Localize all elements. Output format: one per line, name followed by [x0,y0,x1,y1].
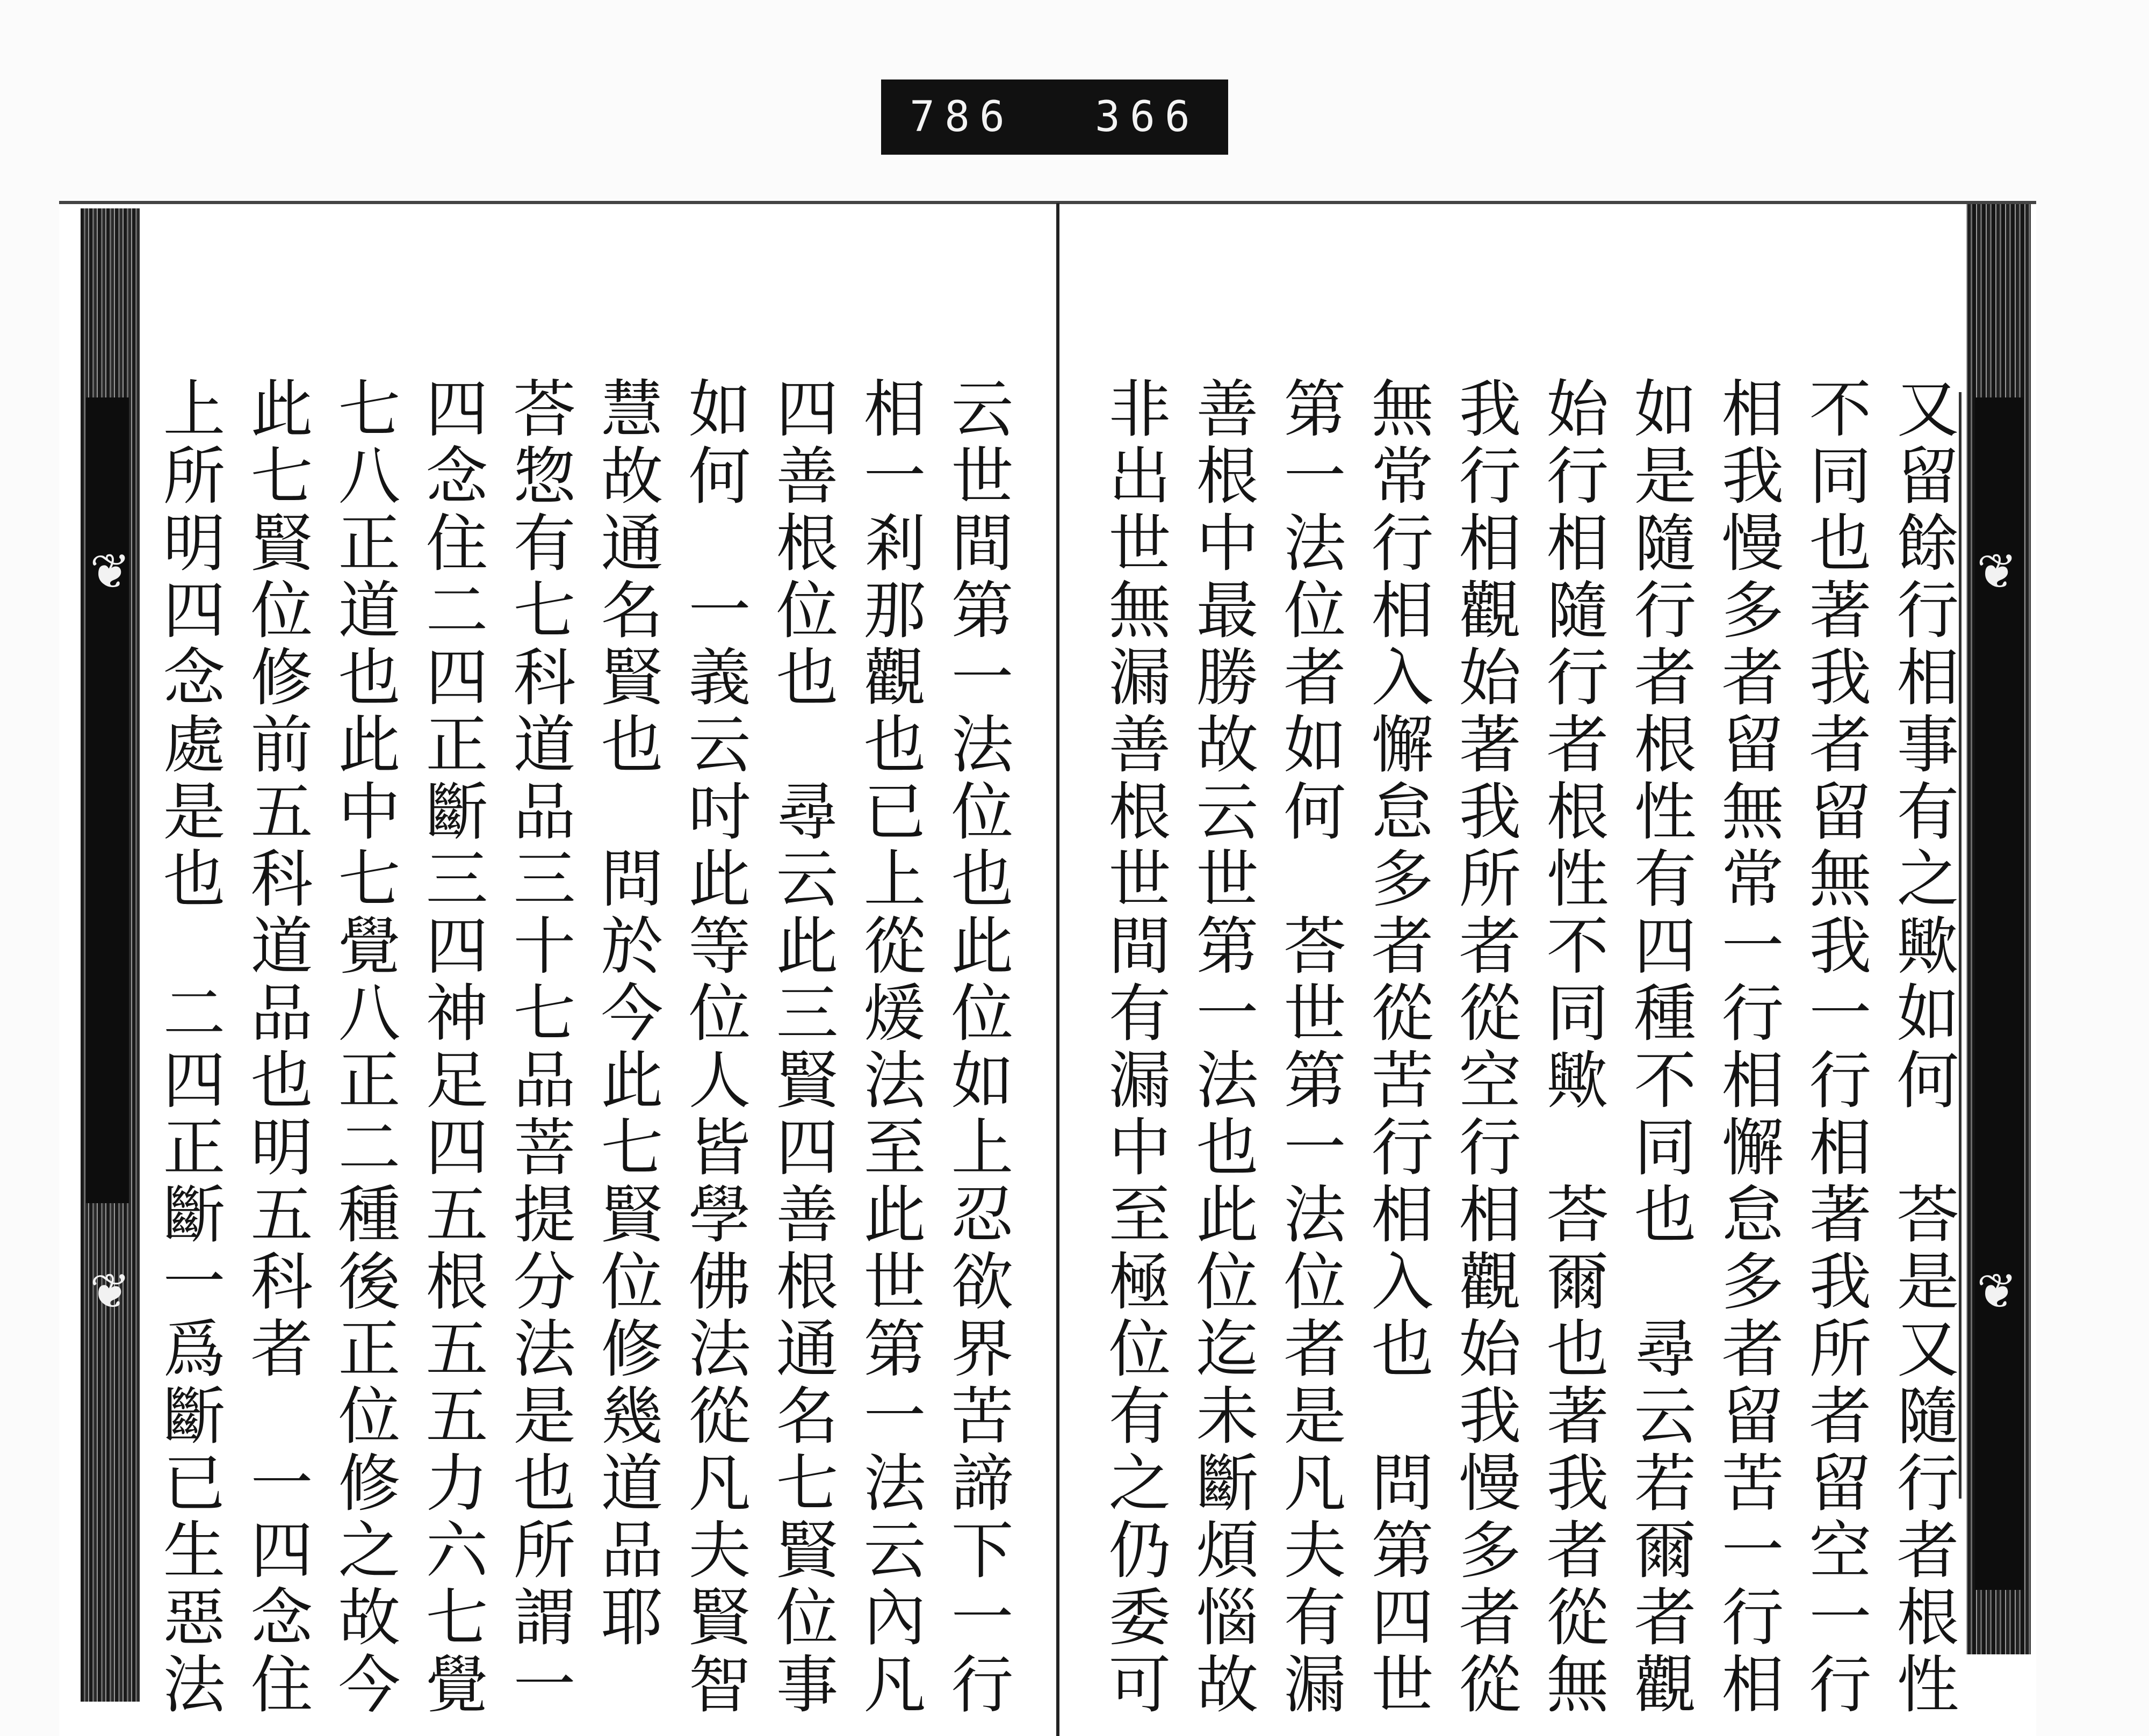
center-gutter [1056,203,1059,1736]
left-page-column-8: 七八正道也此中七覺八正二種後正位修之故今 [328,376,400,1719]
right-page-column-5: 始行相隨行者根性不同歟 荅爾也著我者從無 [1536,376,1609,1719]
left-fore-edge-block [86,397,129,1203]
right-page-column-3: 相我慢多者留無常一行相懈怠多者留苦一行相 [1711,376,1784,1719]
page-top-edge [59,201,2036,204]
catalog-number-left: 786 [910,93,1014,141]
right-page-column-4: 如是隨行者根性有四種不同也 尋云若爾者觀 [1624,376,1696,1719]
right-page-column-9: 善根中最勝故云世第一法也此位迄未斷煩惱故 [1186,376,1258,1719]
right-page-column-1: 又留餘行相事有之歟如何 荅是又隨行者根性 [1886,376,1959,1719]
right-page-column-10: 非出世無漏善根世間有漏中至極位有之仍委可 [1098,376,1171,1719]
left-page-column-9: 此七賢位修前五科道品也明五科者 一四念住 [240,376,313,1719]
left-page-column-7: 四念住二四正斷三四神足四五根五五力六七覺 [415,376,488,1719]
left-edge-ornament-top: ❦ [90,544,131,600]
left-page-column-2: 相一剎那觀也已上從煖法至此世第一法云內凡 [853,376,926,1719]
right-page-column-7: 無常行相入懈怠多者從苦行相入也 問第四世 [1361,376,1433,1719]
left-page-column-4: 如何 一義云吋此等位人皆學佛法從凡夫賢智 [678,376,751,1719]
left-edge-ornament-bottom: ❦ [90,1263,131,1320]
left-page-column-10: 上所明四念處是也 二四正斷一爲斷已生惡法 [153,376,225,1719]
right-text-frame-rule [1959,392,1961,1499]
right-page-column-6: 我行相觀始著我所者從空行相觀始我慢多者從 [1448,376,1521,1719]
right-page-column-2: 不同也著我者留無我一行相著我所者留空一行 [1799,376,1871,1719]
left-page-column-1: 云世間第一法位也此位如上忍欲界苦諦下一行 [941,376,1013,1719]
left-page-column-6: 荅惣有七科道品三十七品菩提分法是也所謂一 [503,376,575,1719]
right-edge-ornament-bottom: ❦ [1977,1263,2017,1320]
catalog-number-label [881,79,1228,155]
catalog-number-right: 366 [1095,93,1200,141]
left-page-column-3: 四善根位也 尋云此三賢四善根通名七賢位事 [766,376,838,1719]
right-edge-ornament-top: ❦ [1977,544,2017,600]
right-page-column-8: 第一法位者如何 荅世第一法位者是凡夫有漏 [1273,376,1346,1719]
left-page-column-5: 慧故通名賢也 問於今此七賢位修幾道品耶 [590,376,663,1652]
